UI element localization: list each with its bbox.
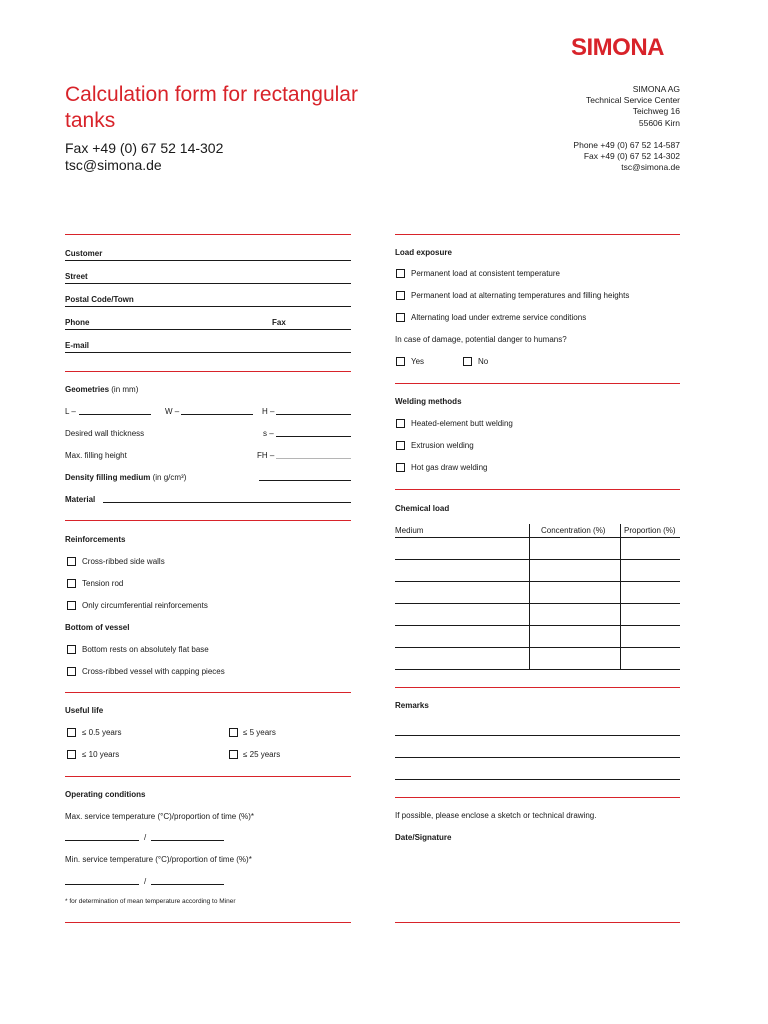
divider [395,234,680,235]
life-25-checkbox[interactable] [229,750,238,759]
customer-field[interactable] [65,260,351,261]
wall-thickness-field[interactable] [276,436,351,437]
min-temp-label: Min. service temperature (°C)/proportion of time (%)* [65,855,252,864]
address-line: Teichweg 16 [632,106,680,117]
divider [65,922,351,923]
cross-ribbed-checkbox[interactable] [67,557,76,566]
page-title: Calculation form for rectangular tanks [65,83,358,132]
remarks-heading: Remarks [395,701,429,710]
table-row[interactable] [395,603,680,604]
wall-thickness-label: Desired wall thickness [65,429,145,438]
email-field[interactable] [65,352,351,353]
life-5-checkbox[interactable] [229,728,238,737]
density-field[interactable] [259,480,351,481]
extreme-load-checkbox[interactable] [396,313,405,322]
checkbox-label: Permanent load at alternating temperatures and filling heights [411,291,630,300]
welding-heading: Welding methods [395,397,462,406]
fax-label: Fax [272,318,286,327]
customer-label: Customer [65,249,103,258]
tension-rod-checkbox[interactable] [67,579,76,588]
company-address [573,84,680,173]
circumferential-checkbox[interactable] [67,601,76,610]
divider [65,692,351,693]
useful-life-heading: Useful life [65,706,104,715]
table-column-divider [529,524,530,670]
divider [395,687,680,688]
divider [65,776,351,777]
alternating-temp-checkbox[interactable] [396,291,405,300]
checkbox-label: Heated-element butt welding [411,419,513,428]
email-label: E-mail [65,341,90,350]
checkbox-label: ≤ 0.5 years [82,728,122,737]
checkbox-label: Alternating load under extreme service conditions [411,313,587,322]
divider [65,234,351,235]
divider [65,520,351,521]
divider [395,489,680,490]
remarks-line[interactable] [395,779,680,780]
operating-heading: Operating conditions [65,790,146,799]
phone-fax-field[interactable] [65,329,351,330]
danger-question: In case of damage, potential danger to humans? [395,335,567,344]
date-signature-label: Date/Signature [395,833,452,842]
checkbox-label: ≤ 25 years [243,750,281,759]
simona-logo: SIMONA [571,34,664,61]
slash: / [144,877,147,886]
address-line: Technical Service Center [585,95,680,106]
sketch-note: If possible, please enclose a sketch or technical drawing. [395,811,597,820]
filling-height-label: Max. filling height [65,451,127,460]
length-field[interactable] [79,414,151,415]
min-proportion-field[interactable] [151,884,224,885]
fh-label: FH – [257,451,275,460]
divider [395,797,680,798]
geometries-heading: Geometries (in mm) [65,385,139,394]
table-row[interactable] [395,581,680,582]
butt-welding-checkbox[interactable] [396,419,405,428]
s-label: s – [263,429,274,438]
capping-pieces-checkbox[interactable] [67,667,76,676]
header-fax: Fax +49 (0) 67 52 14-302 [65,140,224,156]
max-proportion-field[interactable] [151,840,224,841]
address-line: 55606 Kirn [638,117,680,128]
checkbox-label: Hot gas draw welding [411,463,488,472]
bottom-heading: Bottom of vessel [65,623,130,632]
street-field[interactable] [65,283,351,284]
checkbox-label: Bottom rests on absolutely flat base [82,645,209,654]
hot-gas-welding-checkbox[interactable] [396,463,405,472]
checkbox-label: Cross-ribbed vessel with capping pieces [82,667,225,676]
height-label: H – [262,407,275,416]
postal-label: Postal Code/Town [65,295,134,304]
postal-field[interactable] [65,306,351,307]
extrusion-welding-checkbox[interactable] [396,441,405,450]
load-heading: Load exposure [395,248,452,257]
length-label: L – [65,407,76,416]
remarks-line[interactable] [395,735,680,736]
contact-line: tsc@simona.de [621,162,680,173]
contact-line: Phone +49 (0) 67 52 14-587 [573,139,680,150]
checkbox-label: Permanent load at consistent temperature [411,269,560,278]
min-temp-field[interactable] [65,884,139,885]
contact-line: Fax +49 (0) 67 52 14-302 [583,151,680,162]
table-row[interactable] [395,537,680,538]
checkbox-label: Cross-ribbed side walls [82,557,165,566]
chemical-heading: Chemical load [395,504,450,513]
checkbox-label: ≤ 10 years [82,750,120,759]
height-field[interactable] [276,414,351,415]
max-temp-label: Max. service temperature (°C)/proportion of time (%)* [65,812,255,821]
material-field[interactable] [103,502,351,503]
remarks-line[interactable] [395,757,680,758]
filling-height-field[interactable] [276,458,351,459]
table-column-divider [620,524,621,670]
density-label: Density filling medium (in g/cm³) [65,473,187,482]
phone-label: Phone [65,318,90,327]
flat-base-checkbox[interactable] [67,645,76,654]
no-checkbox[interactable] [463,357,472,366]
column-header-concentration: Concentration (%) [541,526,606,535]
width-label: W – [165,407,180,416]
checkbox-label: Extrusion welding [411,441,474,450]
checkbox-label: Tension rod [82,579,124,588]
header-email: tsc@simona.de [65,157,162,173]
slash: / [144,833,147,842]
yes-label: Yes [411,357,425,366]
max-temp-field[interactable] [65,840,139,841]
table-row[interactable] [395,647,680,648]
material-label: Material [65,495,96,504]
life-10-checkbox[interactable] [67,750,76,759]
no-label: No [478,357,489,366]
divider [395,922,680,923]
divider [395,383,680,384]
checkbox-label: ≤ 5 years [243,728,276,737]
permanent-load-checkbox[interactable] [396,269,405,278]
column-header-medium: Medium [395,526,424,535]
header-contact [65,140,223,174]
street-label: Street [65,272,88,281]
checkbox-label: Only circumferential reinforcements [82,601,208,610]
reinforcements-heading: Reinforcements [65,535,126,544]
footnote: * for determination of mean temperature according to Miner [65,898,236,905]
column-header-proportion: Proportion (%) [624,526,676,535]
divider [65,371,351,372]
address-line: SIMONA AG [632,84,680,94]
table-row[interactable] [395,669,680,670]
table-row[interactable] [395,625,680,626]
yes-checkbox[interactable] [396,357,405,366]
width-field[interactable] [181,414,253,415]
life-05-checkbox[interactable] [67,728,76,737]
table-row[interactable] [395,559,680,560]
